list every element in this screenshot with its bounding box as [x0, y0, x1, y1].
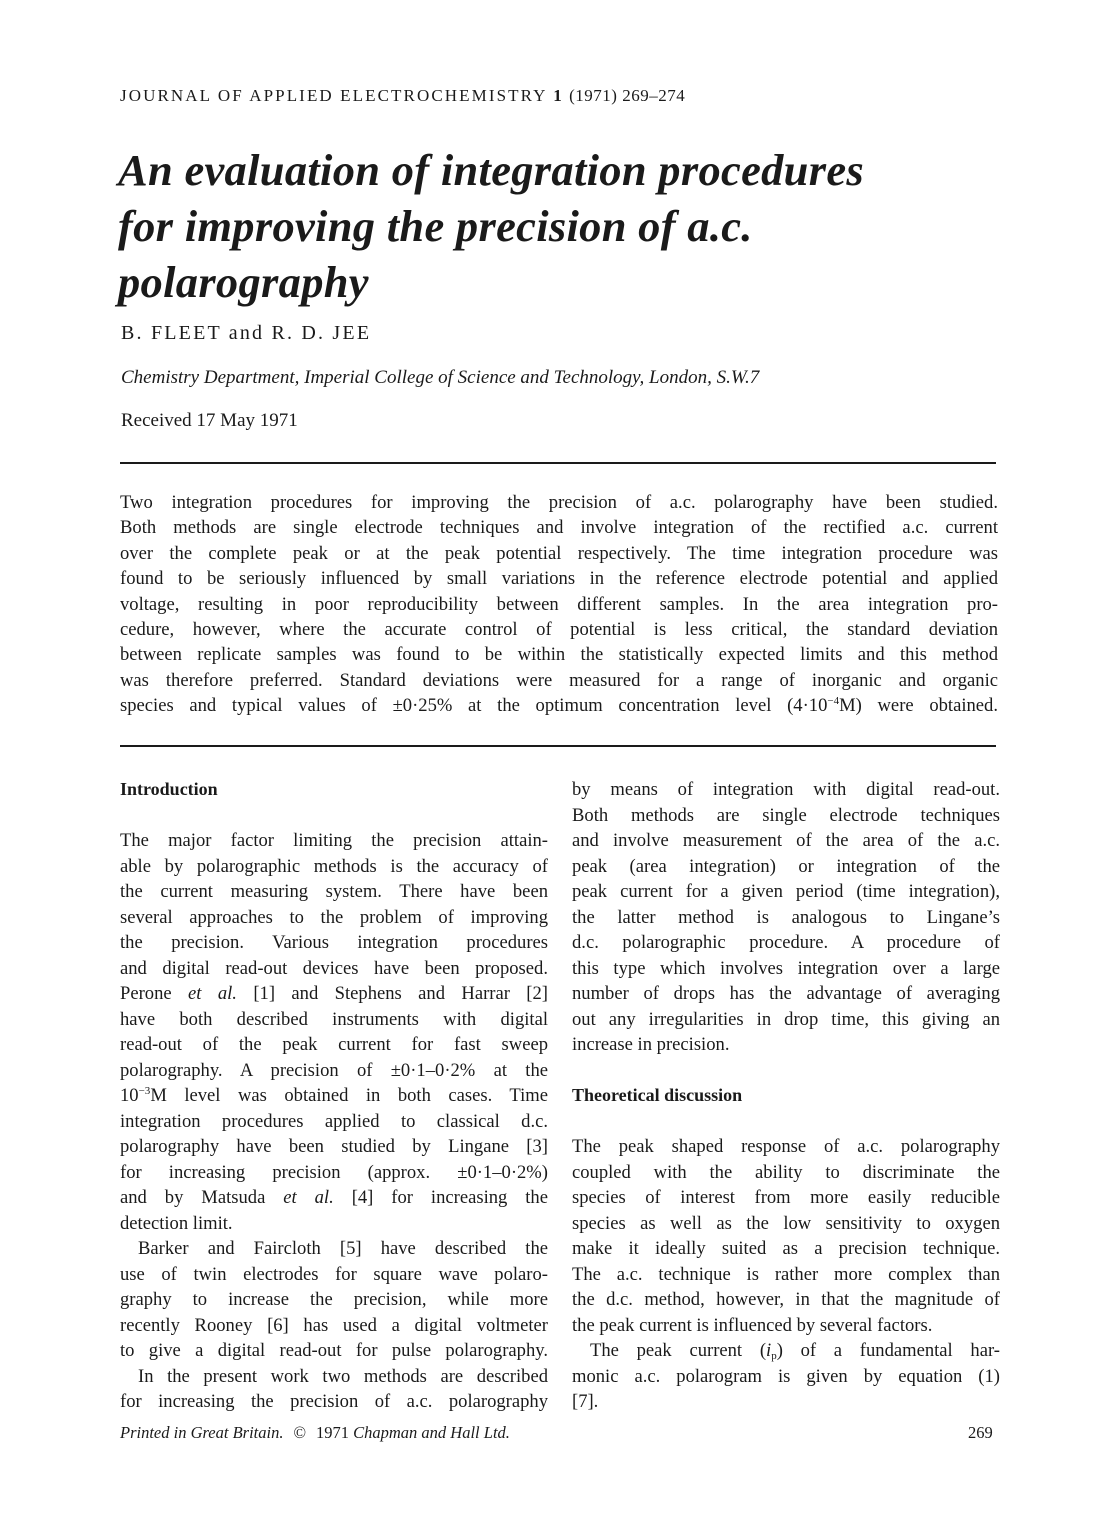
- text-line: d.c. polarographic procedure. A procedure of: [572, 932, 1000, 953]
- text-line: number of drops has the advantage of averaging: [572, 983, 1000, 1004]
- abstract-line: found to be seriously influenced by small variations in the reference electrode potential and applied: [120, 568, 998, 590]
- abstract: [120, 490, 998, 719]
- left-column: [120, 777, 548, 1415]
- text-line: polarography have been studied by Lingane [3]: [120, 1136, 548, 1157]
- text-line: and digital read-out devices have been proposed.: [120, 957, 548, 979]
- text-line: The major factor limiting the precision attain-: [120, 830, 548, 851]
- text-line: the peak current is influenced by several factors.: [572, 1314, 933, 1336]
- superscript: −3: [138, 1085, 151, 1097]
- text-line: use of twin electrodes for square wave polaro-: [120, 1263, 548, 1285]
- journal-volume: 1: [553, 86, 563, 105]
- text-line: for increasing precision (approx. ±0·1–0·2%): [120, 1161, 548, 1183]
- text-run: The peak current (: [590, 1340, 767, 1361]
- text-line: Barker and Faircloth [5] have described the: [138, 1238, 548, 1259]
- text-line: able by polarographic methods is the accuracy of: [120, 855, 548, 877]
- abstract-line: voltage, resulting in poor reproducibility between different samples. In the area integration pro-: [120, 593, 998, 615]
- citation-etal: et al.: [283, 1187, 334, 1208]
- footer-printed: [120, 1423, 510, 1443]
- text-line: to give a digital read-out for pulse polarography.: [120, 1340, 548, 1361]
- section-heading-introduction: Introduction: [120, 779, 218, 799]
- text-line: [572, 1338, 1000, 1364]
- spacer: [572, 1058, 1000, 1084]
- text-line: out any irregularities in drop time, this giving an: [572, 1008, 1000, 1030]
- text-line: [120, 1185, 548, 1211]
- article-title: [118, 142, 1018, 310]
- section-heading-theoretical-discussion: Theoretical discussion: [572, 1085, 743, 1105]
- journal-name: JOURNAL OF APPLIED ELECTROCHEMISTRY: [120, 86, 547, 105]
- publisher: Chapman and Hall Ltd.: [353, 1423, 510, 1442]
- text-line: The peak shaped response of a.c. polarography: [572, 1136, 1000, 1157]
- text-line: graphy to increase the precision, while more: [120, 1289, 548, 1310]
- text-run: and by Matsuda: [120, 1187, 266, 1208]
- text-line: peak (area integration) or integration of the: [572, 855, 1000, 877]
- text-line: monic a.c. polarogram is given by equation (1): [572, 1365, 1000, 1387]
- title-line: An evaluation of integration procedures: [118, 145, 865, 195]
- affiliation: Chemistry Department, Imperial College of Science and Technology, London, S.W.7: [121, 367, 760, 388]
- abstract-text: M) were obtained.: [839, 695, 998, 717]
- text-line: this type which involves integration over a large: [572, 957, 1000, 979]
- text-line: The a.c. technique is rather more complex than: [572, 1263, 1000, 1285]
- citation-etal: et al.: [188, 983, 237, 1004]
- text-line: species as well as the low sensitivity to oxygen: [572, 1212, 1000, 1234]
- text-line: make it ideally suited as a precision technique.: [572, 1238, 1000, 1259]
- copyright-icon: ©: [293, 1423, 307, 1442]
- copyright-year: 1971: [316, 1423, 350, 1442]
- text-line: detection limit.: [120, 1212, 233, 1234]
- text-line: integration procedures applied to classical d.c.: [120, 1110, 548, 1132]
- text-run: M level was obtained in both cases. Time: [150, 1085, 548, 1106]
- printed-note: Printed in Great Britain.: [120, 1423, 284, 1442]
- abstract-text: species and typical values of ±0·25% at the optimum concentration level (4·10: [120, 695, 828, 717]
- abstract-line: was therefore preferred. Standard deviations were measured for a range of inorganic and organic: [120, 669, 998, 691]
- text-line: for increasing the precision of a.c. polarography: [120, 1391, 548, 1412]
- abstract-bottom-rule: [120, 745, 996, 747]
- abstract-line: Both methods are single electrode techniques and involve integration of the rectified a.c. current: [120, 517, 998, 539]
- text-line: species of interest from more easily reducible: [572, 1187, 1000, 1208]
- abstract-line: over the complete peak or at the peak potential respectively. The time integration procedure was: [120, 542, 998, 564]
- text-line: In the present work two methods are described: [138, 1365, 548, 1387]
- title-line: polarography: [118, 257, 369, 307]
- text-line: the latter method is analogous to Lingane’s: [572, 906, 1000, 928]
- text-line: the precision. Various integration procedures: [120, 932, 548, 953]
- text-line: coupled with the ability to discriminate the: [572, 1161, 1000, 1183]
- journal-year-pages: (1971) 269–274: [569, 86, 686, 105]
- text-line: [120, 1083, 548, 1109]
- text-line: Both methods are single electrode techniques: [572, 804, 1000, 826]
- abstract-line: [120, 693, 998, 718]
- text-run: ) of a fundamental har-: [776, 1340, 1000, 1361]
- text-line: several approaches to the problem of improving: [120, 906, 548, 928]
- peak-current-symbol: i: [766, 1340, 772, 1361]
- spacer: [120, 803, 548, 829]
- text-line: and involve measurement of the area of the a.c.: [572, 830, 1000, 851]
- journal-header: [120, 86, 685, 106]
- subscript: p: [771, 1350, 777, 1362]
- text-line: [7].: [572, 1391, 599, 1412]
- text-line: by means of integration with digital read-out.: [572, 779, 1000, 800]
- text-line: read-out of the peak current for fast sweep: [120, 1034, 548, 1055]
- spacer: [572, 1109, 1000, 1135]
- text-line: the d.c. method, however, in that the magnitude of: [572, 1289, 1000, 1310]
- text-run: [1] and Stephens and Harrar [2]: [253, 983, 548, 1004]
- abstract-superscript: −4: [827, 695, 840, 708]
- page-number: 269: [968, 1423, 993, 1442]
- abstract-top-rule: [120, 462, 996, 464]
- abstract-line: cedure, however, where the accurate control of potential is less critical, the standard deviation: [120, 619, 998, 641]
- text-run: Perone: [120, 983, 172, 1004]
- text-line: have both described instruments with digital: [120, 1008, 548, 1030]
- right-column: [572, 777, 1000, 1415]
- authors: B. FLEET and R. D. JEE: [121, 322, 372, 344]
- title-line: for improving the precision of a.c.: [118, 201, 753, 251]
- abstract-line: between replicate samples was found to be within the statistically expected limits and this method: [120, 644, 998, 666]
- text-line: peak current for a given period (time integration),: [572, 881, 1000, 902]
- text-run: [4] for increasing the: [351, 1187, 548, 1208]
- text-run: 10: [120, 1085, 139, 1106]
- text-line: increase in precision.: [572, 1034, 730, 1055]
- text-line: the current measuring system. There have been: [120, 881, 548, 902]
- text-line: [120, 981, 548, 1007]
- text-line: polarography. A precision of ±0·1–0·2% at the: [120, 1059, 548, 1081]
- abstract-line: Two integration procedures for improving the precision of a.c. polarography have been studied.: [120, 492, 998, 513]
- received-date: Received 17 May 1971: [121, 410, 298, 431]
- text-line: recently Rooney [6] has used a digital voltmeter: [120, 1314, 548, 1336]
